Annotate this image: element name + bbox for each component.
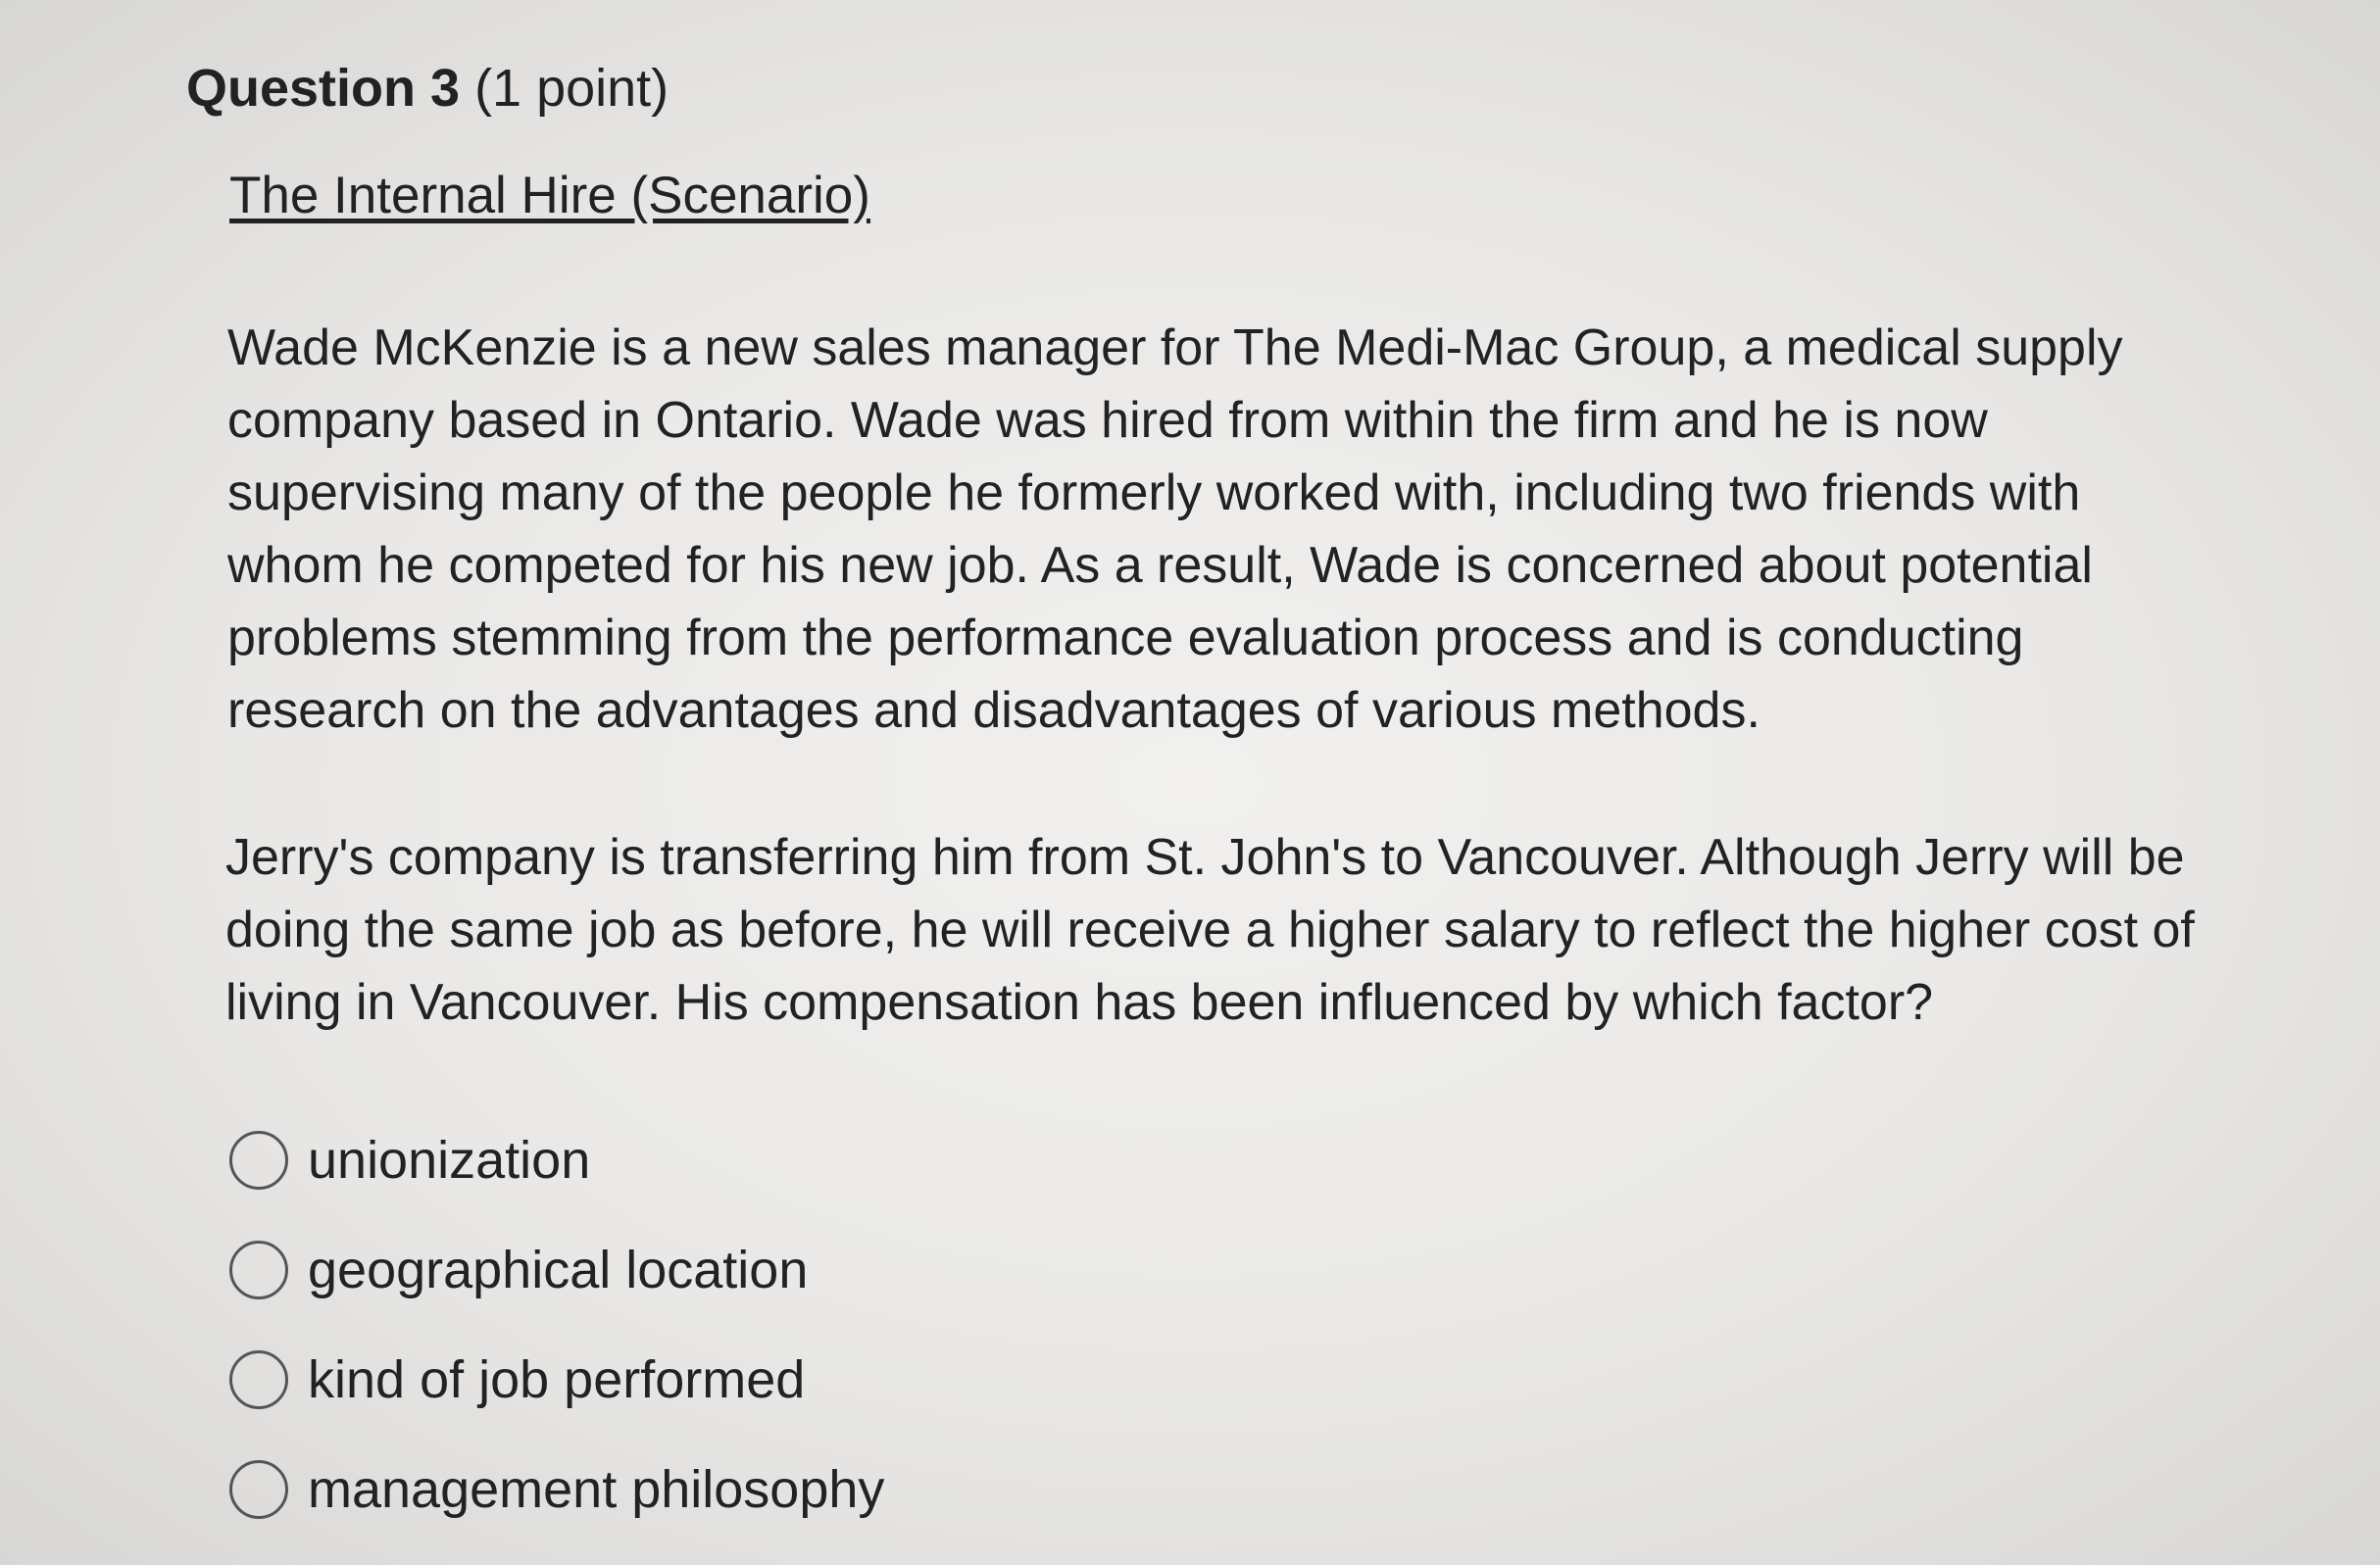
question-heading [186,57,669,121]
question-points: (1 point) [474,59,669,118]
answer-option-label[interactable]: management philosophy [308,1460,885,1519]
scenario-title: The Internal Hire (Scenario) [229,167,870,224]
answer-option-management-philosophy[interactable] [229,1435,884,1544]
answer-options [229,1105,884,1544]
radio-button[interactable] [229,1131,288,1190]
answer-option-kind-of-job-performed[interactable] [229,1325,884,1435]
answer-option-label[interactable]: unionization [308,1131,591,1190]
answer-option-unionization[interactable] [229,1105,884,1215]
answer-option-label[interactable]: kind of job performed [308,1350,806,1409]
radio-button[interactable] [229,1350,288,1409]
question-number: Question 3 [186,59,461,118]
radio-button[interactable] [229,1460,288,1519]
scenario-text: Wade McKenzie is a new sales manager for The Medi-Mac Group, a medical supply company based in Ontario. Wade was hired from within the firm and he is now supervising many of the people he formerly worked with, including two friends with whom he competed for his new job. As a result, Wade is concerned about potential problems stemming from the performance evaluation process and is conducting research on the advantages and disadvantages of various methods. [227,319,2123,739]
answer-option-label[interactable]: geographical location [308,1241,809,1299]
question-prompt: Jerry's company is transferring him from St. John's to Vancouver. Although Jerry will be doing the same job as before, he will receive a higher salary to reflect the higher cost of living in Vancouver. His compensation has been influenced by which factor? [225,829,2195,1031]
answer-option-geographical-location[interactable] [229,1215,884,1325]
radio-button[interactable] [229,1241,288,1299]
